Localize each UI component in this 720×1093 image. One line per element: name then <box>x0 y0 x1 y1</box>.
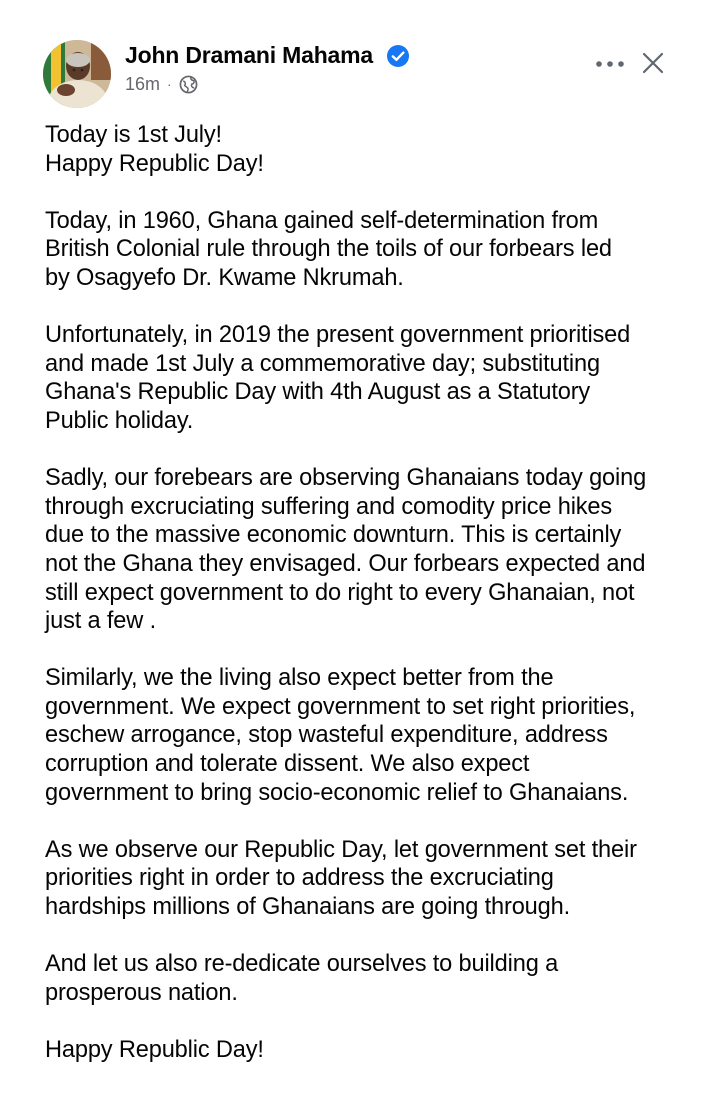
globe-icon[interactable] <box>179 75 198 94</box>
verified-badge-icon <box>386 44 410 68</box>
author-name[interactable]: John Dramani Mahama <box>125 42 373 68</box>
meta-separator: · <box>167 76 172 92</box>
post-meta <box>125 72 198 96</box>
post-timestamp[interactable]: 16m <box>125 73 161 94</box>
post-paragraph: Today, in 1960, Ghana gained self-determination from British Colonial rule through the toils of our forbears led by Osagyefo Dr. Kwame Nkrumah. <box>45 207 612 291</box>
more-options-icon <box>595 60 625 68</box>
post-paragraph: Happy Republic Day! <box>45 1037 264 1063</box>
avatar[interactable] <box>43 40 111 108</box>
post-paragraph: Sadly, our forebears are observing Ghanaians today going through excruciating suffering and comodity price hikes due to the massive economic downturn. This is certainly not the Ghana they envisaged. Our forbears expected and still expect government to do right to every Ghanaian, not just a few . <box>45 465 647 635</box>
post-text <box>45 121 705 1093</box>
profile-photo-icon <box>43 40 111 108</box>
post-paragraph: Similarly, we the living also expect better from the government. We expect government to set right priorities, eschew arrogance, stop wasteful expenditure, address corruption and tolerate dissent. We also expect government to bring socio-economic relief to Ghanaians. <box>45 665 636 806</box>
post-paragraph: Today is 1st July! Happy Republic Day! <box>45 122 264 177</box>
post-paragraph: And let us also re-dedicate ourselves to building a prosperous nation. <box>45 951 559 1006</box>
post-paragraph: Unfortunately, in 2019 the present government prioritised and made 1st July a commemorative day; substituting Ghana's Republic Day with 4th August as a Statutory Public holiday. <box>45 322 631 434</box>
close-icon <box>642 52 664 74</box>
post-header <box>0 0 720 112</box>
post-paragraph: As we observe our Republic Day, let government set their priorities right in order to address the excruciating hardships millions of Ghanaians are going through. <box>45 836 637 921</box>
close-button[interactable] <box>638 48 668 78</box>
more-options-button[interactable] <box>592 52 628 76</box>
